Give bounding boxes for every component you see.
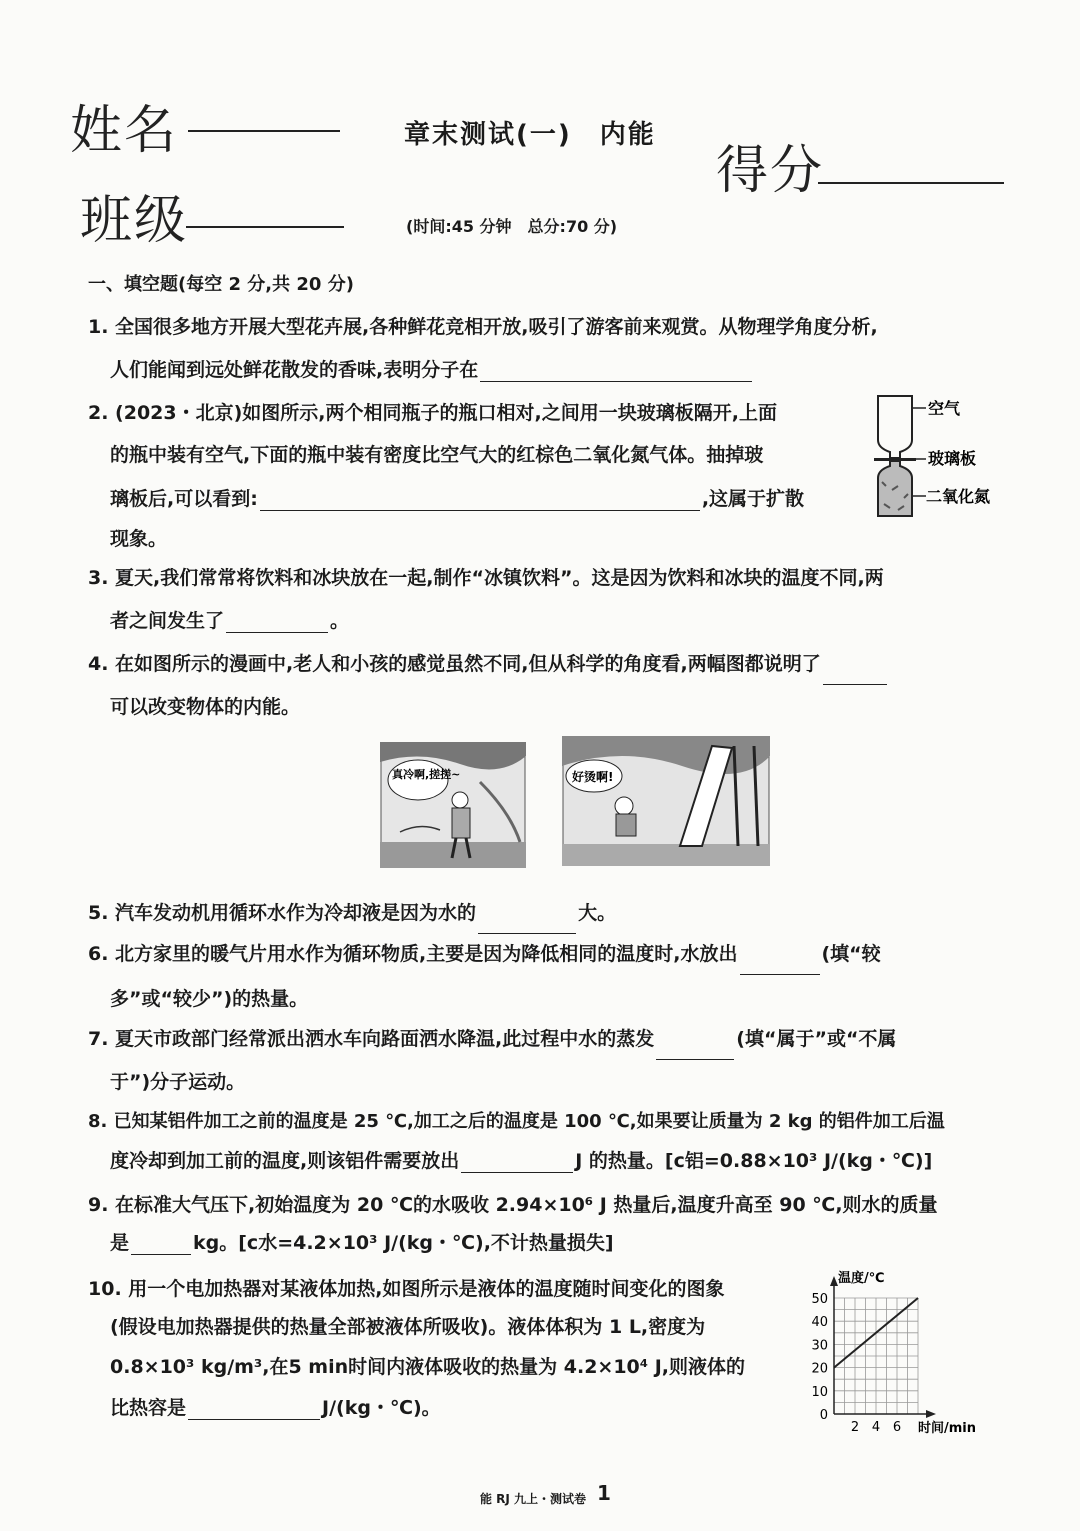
q4-answer-blank[interactable] — [823, 664, 887, 685]
fig-label-glass: 玻璃板 — [928, 449, 977, 468]
y-tick-label: 0 — [819, 1408, 828, 1423]
q10-line4-end: J/(kg・℃)。 — [322, 1397, 441, 1419]
y-tick-label: 10 — [811, 1384, 828, 1400]
bubble-text-right: 好烫啊! — [572, 770, 614, 784]
q4-line2: 可以改变物体的内能。 — [110, 696, 301, 718]
q8-answer-blank[interactable] — [461, 1152, 573, 1173]
q9-line1: 9. 在标准大气压下,初始温度为 20 ℃的水吸收 2.94×10⁶ J 热量后,温度升高至 90 ℃,则水的质量 — [88, 1194, 938, 1216]
q9-line2: 是 — [110, 1232, 130, 1254]
cartoon-hot-slide-child — [562, 736, 770, 866]
y-tick-label: 50 — [811, 1292, 828, 1307]
name-label: 姓名 — [70, 101, 179, 161]
question-10 — [88, 1268, 725, 1310]
y-tick-label: 30 — [811, 1338, 828, 1354]
q7-answer-blank[interactable] — [656, 1039, 734, 1060]
q10-line1: 10. 用一个电加热器对某液体加热,如图所示是液体的温度随时间变化的图象 — [88, 1278, 725, 1300]
chart-xlabel: 时间/min — [918, 1421, 977, 1436]
q10-line2: (假设电加热器提供的热量全部被液体所吸收)。液体体积为 1 L,密度为 — [110, 1316, 706, 1338]
y-axis-arrow — [830, 1276, 838, 1286]
question-3 — [88, 557, 884, 599]
q10-line3: 0.8×10³ kg/m³,在5 min时间内液体吸收的热量为 4.2×10⁴ J,则液体的 — [110, 1356, 745, 1378]
q5-answer-blank[interactable] — [478, 913, 576, 934]
cartoon-cold-old-man — [380, 742, 526, 868]
question-2-cont — [110, 484, 804, 511]
x-tick-label: 4 — [871, 1420, 881, 1435]
q6-line1-end: (填“较 — [821, 943, 881, 965]
q6-answer-blank[interactable] — [740, 954, 820, 975]
class-label: 班级 — [80, 191, 189, 251]
class-field[interactable] — [186, 226, 344, 228]
page-number: 1 — [597, 1481, 611, 1505]
q1-line1: 1. 全国很多地方开展大型花卉展,各种鲜花竞相开放,吸引了游客前来观赏。从物理学角度分析, — [88, 316, 878, 338]
q3-line2: 者之间发生了 — [110, 610, 225, 632]
question-4 — [88, 643, 889, 685]
question-3-cont — [110, 606, 349, 633]
question-10-cont — [110, 1393, 441, 1420]
q8-line1: 8. 已知某铝件加工之前的温度是 25 ℃,加工之后的温度是 100 ℃,如果要让质量为 2 kg 的铝件加工后温 — [88, 1111, 945, 1132]
question-9-cont — [110, 1228, 614, 1255]
score-label: 得分 — [716, 141, 825, 201]
q3-line1: 3. 夏天,我们常常将饮料和冰块放在一起,制作“冰镇饮料”。这是因为饮料和冰块的温度不同,两 — [88, 567, 884, 589]
y-tick-label: 20 — [811, 1361, 828, 1377]
q6-line1: 6. 北方家里的暖气片用水作为循环物质,主要是因为降低相同的温度时,水放出 — [88, 943, 738, 965]
question-8 — [88, 1101, 945, 1143]
q7-line2: 于”)分子运动。 — [110, 1071, 246, 1093]
q6-line2: 多”或“较少”)的热量。 — [110, 988, 309, 1010]
q7-line1-end: (填“属于”或“不属 — [736, 1028, 897, 1050]
question-5 — [88, 892, 616, 934]
air-bottle — [878, 396, 912, 458]
section-heading: 一、填空题(每空 2 分,共 20 分) — [88, 274, 354, 295]
q3-line2-end: 。 — [330, 610, 350, 632]
x-axis-arrow — [926, 1410, 936, 1418]
q10-answer-blank[interactable] — [188, 1399, 320, 1420]
q1-line2: 人们能闻到远处鲜花散发的香味,表明分子在 — [110, 359, 479, 381]
question-9 — [88, 1184, 938, 1226]
q5-line1: 5. 汽车发动机用循环水作为冷却液是因为水的 — [88, 902, 477, 924]
score-field[interactable] — [818, 182, 1004, 184]
q7-line1: 7. 夏天市政部门经常派出洒水车向路面洒水降温,此过程中水的蒸发 — [88, 1028, 655, 1050]
question-1-cont — [110, 355, 754, 382]
q4-line1: 4. 在如图所示的漫画中,老人和小孩的感觉虽然不同,但从科学的角度看,两幅图都说明了 — [88, 653, 821, 675]
x-tick-label: 2 — [850, 1420, 860, 1435]
y-tick-label: 40 — [811, 1315, 828, 1331]
q9-line2-end: kg。[c水=4.2×10³ J/(kg・℃),不计热量损失] — [193, 1232, 614, 1254]
q8-line2: 度冷却到加工前的温度,则该铝件需要放出 — [110, 1150, 460, 1172]
q2-line1: 2. (2023・北京)如图所示,两个相同瓶子的瓶口相对,之间用一块玻璃板隔开,上面 — [88, 402, 777, 424]
bottles-figure — [868, 392, 998, 522]
question-6 — [88, 933, 881, 975]
q2-line4: 现象。 — [110, 528, 168, 550]
question-8-cont — [110, 1146, 932, 1173]
page-title: 章末测试(一) 内能 — [404, 120, 656, 150]
q10-line4: 比热容是 — [110, 1397, 187, 1419]
chart-ylabel: 温度/℃ — [838, 1271, 885, 1286]
temperature-time-chart — [804, 1262, 990, 1440]
bubble-text-left: 真冷啊,搓搓~ — [392, 768, 461, 781]
q5-line1-end: 大。 — [578, 902, 617, 924]
q9-answer-blank[interactable] — [131, 1234, 191, 1255]
question-1 — [88, 306, 878, 348]
name-field[interactable] — [188, 130, 340, 132]
q8-line2-end: J 的热量。[c铝=0.88×10³ J/(kg・℃)] — [575, 1150, 933, 1172]
x-tick-label: 6 — [892, 1420, 902, 1435]
question-2 — [88, 392, 777, 434]
q2-line2: 的瓶中装有空气,下面的瓶中装有密度比空气大的红棕色二氧化氮气体。抽掉玻 — [110, 444, 764, 466]
q2-answer-blank[interactable] — [260, 490, 700, 511]
page-subtitle: (时间:45 分钟 总分:70 分) — [406, 217, 618, 236]
q1-answer-blank[interactable] — [480, 361, 752, 382]
footer-book: 能 RJ 九上・测试卷 — [480, 1492, 587, 1506]
q3-answer-blank[interactable] — [226, 612, 328, 633]
q2-line3-end: ,这属于扩散 — [701, 488, 805, 510]
fig-label-air: 空气 — [928, 399, 961, 418]
fig-label-no2: 二氧化氮 — [926, 487, 991, 506]
question-7 — [88, 1018, 896, 1060]
q2-line3: 璃板后,可以看到: — [110, 488, 258, 510]
